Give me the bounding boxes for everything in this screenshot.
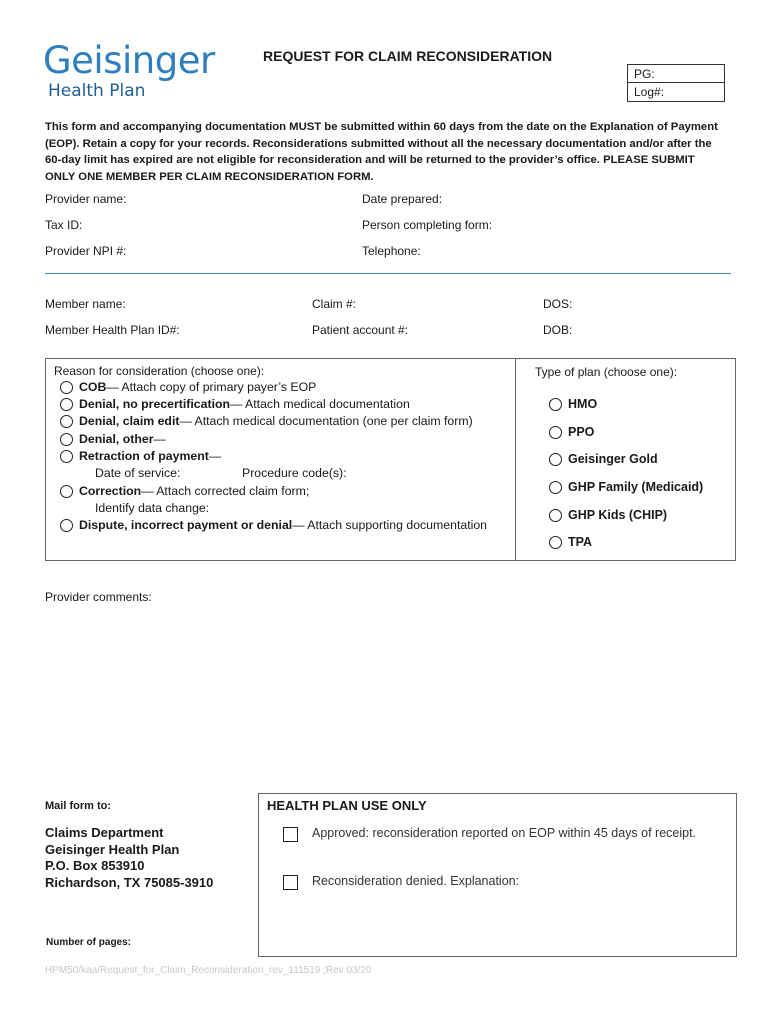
option-label: Denial, other <box>79 432 154 446</box>
address-line: Geisinger Health Plan <box>45 841 180 857</box>
option-detail: — Attach supporting documentation <box>292 518 488 532</box>
radio-icon[interactable] <box>60 415 73 428</box>
identify-data-change-field[interactable]: Identify data change: <box>95 501 210 515</box>
claim-number-field[interactable]: Claim #: <box>312 297 357 311</box>
address-line: Claims Department <box>45 825 164 840</box>
plan-label: Geisinger Gold <box>568 452 658 466</box>
provider-npi-field[interactable]: Provider NPI #: <box>45 244 127 258</box>
patient-account-field[interactable]: Patient account #: <box>312 323 409 337</box>
office-use-box <box>627 64 725 102</box>
reason-option-dispute[interactable] <box>60 518 487 532</box>
member-name-field[interactable]: Member name: <box>45 297 126 311</box>
reason-option-cob[interactable] <box>60 380 316 394</box>
address-line: P.O. Box 853910 <box>45 858 145 873</box>
radio-icon[interactable] <box>60 450 73 463</box>
radio-icon[interactable] <box>549 481 562 494</box>
reason-heading: Reason for consideration (choose one): <box>54 364 265 378</box>
radio-icon[interactable] <box>60 433 73 446</box>
approved-checkbox[interactable] <box>283 827 298 842</box>
radio-icon[interactable] <box>60 398 73 411</box>
plan-option-tpa[interactable] <box>549 535 592 549</box>
option-detail: — Attach corrected claim form; <box>141 484 310 498</box>
radio-icon[interactable] <box>60 381 73 394</box>
plan-label: PPO <box>568 425 595 439</box>
denied-checkbox[interactable] <box>283 875 298 890</box>
logo-geisinger: Geisinger <box>43 39 215 82</box>
option-detail: — Attach medical documentation <box>230 397 410 411</box>
form-footer: HPM50/kaa/Request_for_Claim_Reconsideration_rev_111519 ;Rev 03/20 <box>45 965 372 976</box>
reason-option-claim-edit[interactable] <box>60 414 473 428</box>
mailing-address <box>45 825 213 891</box>
number-of-pages-field[interactable]: Number of pages: <box>46 937 132 948</box>
radio-icon[interactable] <box>549 398 562 411</box>
plan-option-ppo[interactable] <box>549 425 594 439</box>
telephone-field[interactable]: Telephone: <box>362 244 421 258</box>
member-id-field[interactable]: Member Health Plan ID#: <box>45 323 180 337</box>
tax-id-field[interactable]: Tax ID: <box>45 218 83 232</box>
option-detail: — <box>153 432 166 446</box>
plan-label: HMO <box>568 397 598 411</box>
option-label: Correction <box>79 484 142 498</box>
provider-name-field[interactable]: Provider name: <box>45 192 127 206</box>
radio-icon[interactable] <box>549 509 562 522</box>
option-detail: — Attach medical documentation (one per claim form) <box>179 414 473 428</box>
radio-icon[interactable] <box>60 519 73 532</box>
provider-comments-field[interactable]: Provider comments: <box>45 590 152 604</box>
radio-icon[interactable] <box>549 536 562 549</box>
plan-option-kids[interactable] <box>549 508 667 522</box>
option-detail: — Attach copy of primary payer’s EOP <box>106 380 317 394</box>
radio-icon[interactable] <box>549 426 562 439</box>
page-title: REQUEST FOR CLAIM RECONSIDERATION <box>263 48 553 64</box>
mail-label: Mail form to: <box>45 800 111 812</box>
plan-label: GHP Kids (CHIP) <box>568 508 668 522</box>
option-label: Denial, claim edit <box>79 414 180 428</box>
approved-label: Approved: reconsideration reported on EOP within 45 days of receipt. <box>312 826 697 840</box>
option-detail: — <box>208 449 222 463</box>
dos-field[interactable]: DOS: <box>543 297 573 311</box>
option-label: COB <box>79 380 107 394</box>
plan-option-gold[interactable] <box>549 452 658 466</box>
health-plan-title: HEALTH PLAN USE ONLY <box>267 798 427 813</box>
instructions: This form and accompanying documentation MUST be submitted within 60 days from the date on the Explanation of Payment (EOP). Retain a copy for your records. Reconsiderations submitted without all the necessary documentation and/or after the 60-day limit has expired are not eligible for reconsideration and will be returned to the provider’s office. PLEASE SUBMIT ONLY ONE MEMBER PER CLAIM RECONSIDERATION FORM. <box>45 121 718 183</box>
dob-field[interactable]: DOB: <box>543 323 573 337</box>
logo-health-plan: Health Plan <box>48 81 146 101</box>
radio-icon[interactable] <box>549 453 562 466</box>
reason-option-denial-other[interactable] <box>60 432 166 446</box>
section-divider <box>45 273 731 274</box>
plan-label: GHP Family (Medicaid) <box>568 480 704 494</box>
person-completing-field[interactable]: Person completing form: <box>362 218 493 232</box>
radio-icon[interactable] <box>60 485 73 498</box>
denied-label: Reconsideration denied. Explanation: <box>312 874 520 888</box>
log-field[interactable]: Log#: <box>634 85 665 99</box>
reason-option-no-precert[interactable] <box>60 397 410 411</box>
option-label: Denial, no precertification <box>79 397 231 411</box>
date-prepared-field[interactable]: Date prepared: <box>362 192 443 206</box>
option-label: Retraction of payment <box>79 449 209 463</box>
reason-divider <box>515 358 516 561</box>
reason-option-correction[interactable] <box>60 484 309 498</box>
reason-option-retraction[interactable] <box>60 449 221 463</box>
plan-option-hmo[interactable] <box>549 397 597 411</box>
plan-label: TPA <box>568 535 593 549</box>
plan-heading: Type of plan (choose one): <box>535 365 678 379</box>
plan-option-family[interactable] <box>549 480 703 494</box>
date-of-service-field[interactable]: Date of service: <box>95 466 181 480</box>
procedure-codes-field[interactable]: Procedure code(s): <box>242 466 347 480</box>
pg-field[interactable]: PG: <box>628 65 724 83</box>
address-line: Richardson, TX 75085-3910 <box>45 874 214 890</box>
option-label: Dispute, incorrect payment or denial <box>79 518 293 532</box>
